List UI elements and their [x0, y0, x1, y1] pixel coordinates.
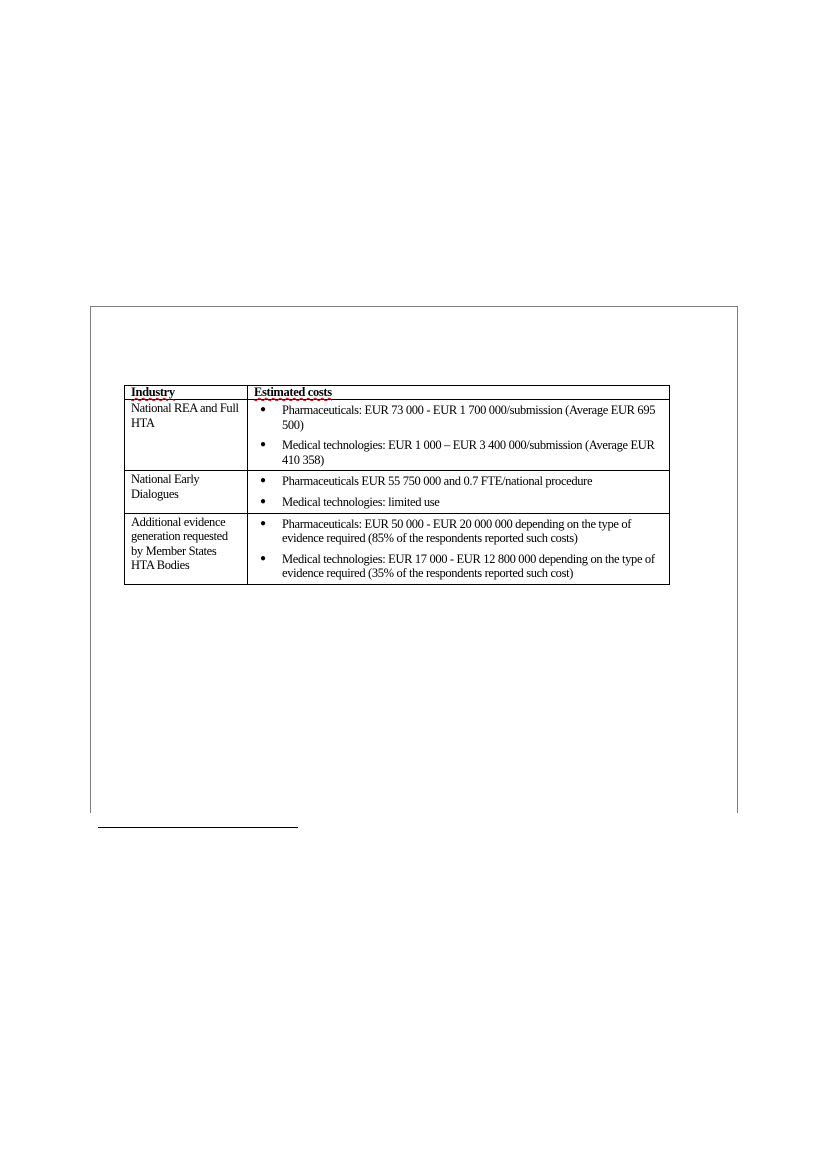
list-item: ● Pharmaceuticals: EUR 73 000 - EUR 1 700 000/submission (Average EUR 695 500) — [260, 403, 663, 432]
list-item: ● Pharmaceuticals EUR 55 750 000 and 0.7 FTE/national procedure — [260, 474, 663, 489]
table-row — [125, 513, 670, 584]
cost-table — [124, 385, 670, 585]
header-industry: Industry — [125, 386, 248, 400]
header-estimated-costs: Estimated costs — [248, 386, 670, 400]
row-costs — [248, 400, 670, 471]
table-header-row — [125, 386, 670, 400]
table-row — [125, 471, 670, 513]
list-item: ● Medical technologies: limited use — [260, 495, 663, 510]
footnote-separator — [98, 827, 298, 828]
row-label: National REA and Full HTA — [125, 400, 248, 471]
row-costs — [248, 471, 670, 513]
list-item: ● Medical technologies: EUR 17 000 - EUR 12 800 000 depending on the type of evidence required (35% of the respondents reported such cost) — [260, 552, 663, 581]
row-label: Additional evidence generation requested by Member States HTA Bodies — [125, 513, 248, 584]
row-label: National Early Dialogues — [125, 471, 248, 513]
table-row — [125, 400, 670, 471]
list-item: ● Pharmaceuticals: EUR 50 000 - EUR 20 000 000 depending on the type of evidence required (85% of the respondents reported such costs) — [260, 517, 663, 546]
row-costs — [248, 513, 670, 584]
list-item: ● Medical technologies: EUR 1 000 – EUR 3 400 000/submission (Average EUR 410 358) — [260, 438, 663, 467]
